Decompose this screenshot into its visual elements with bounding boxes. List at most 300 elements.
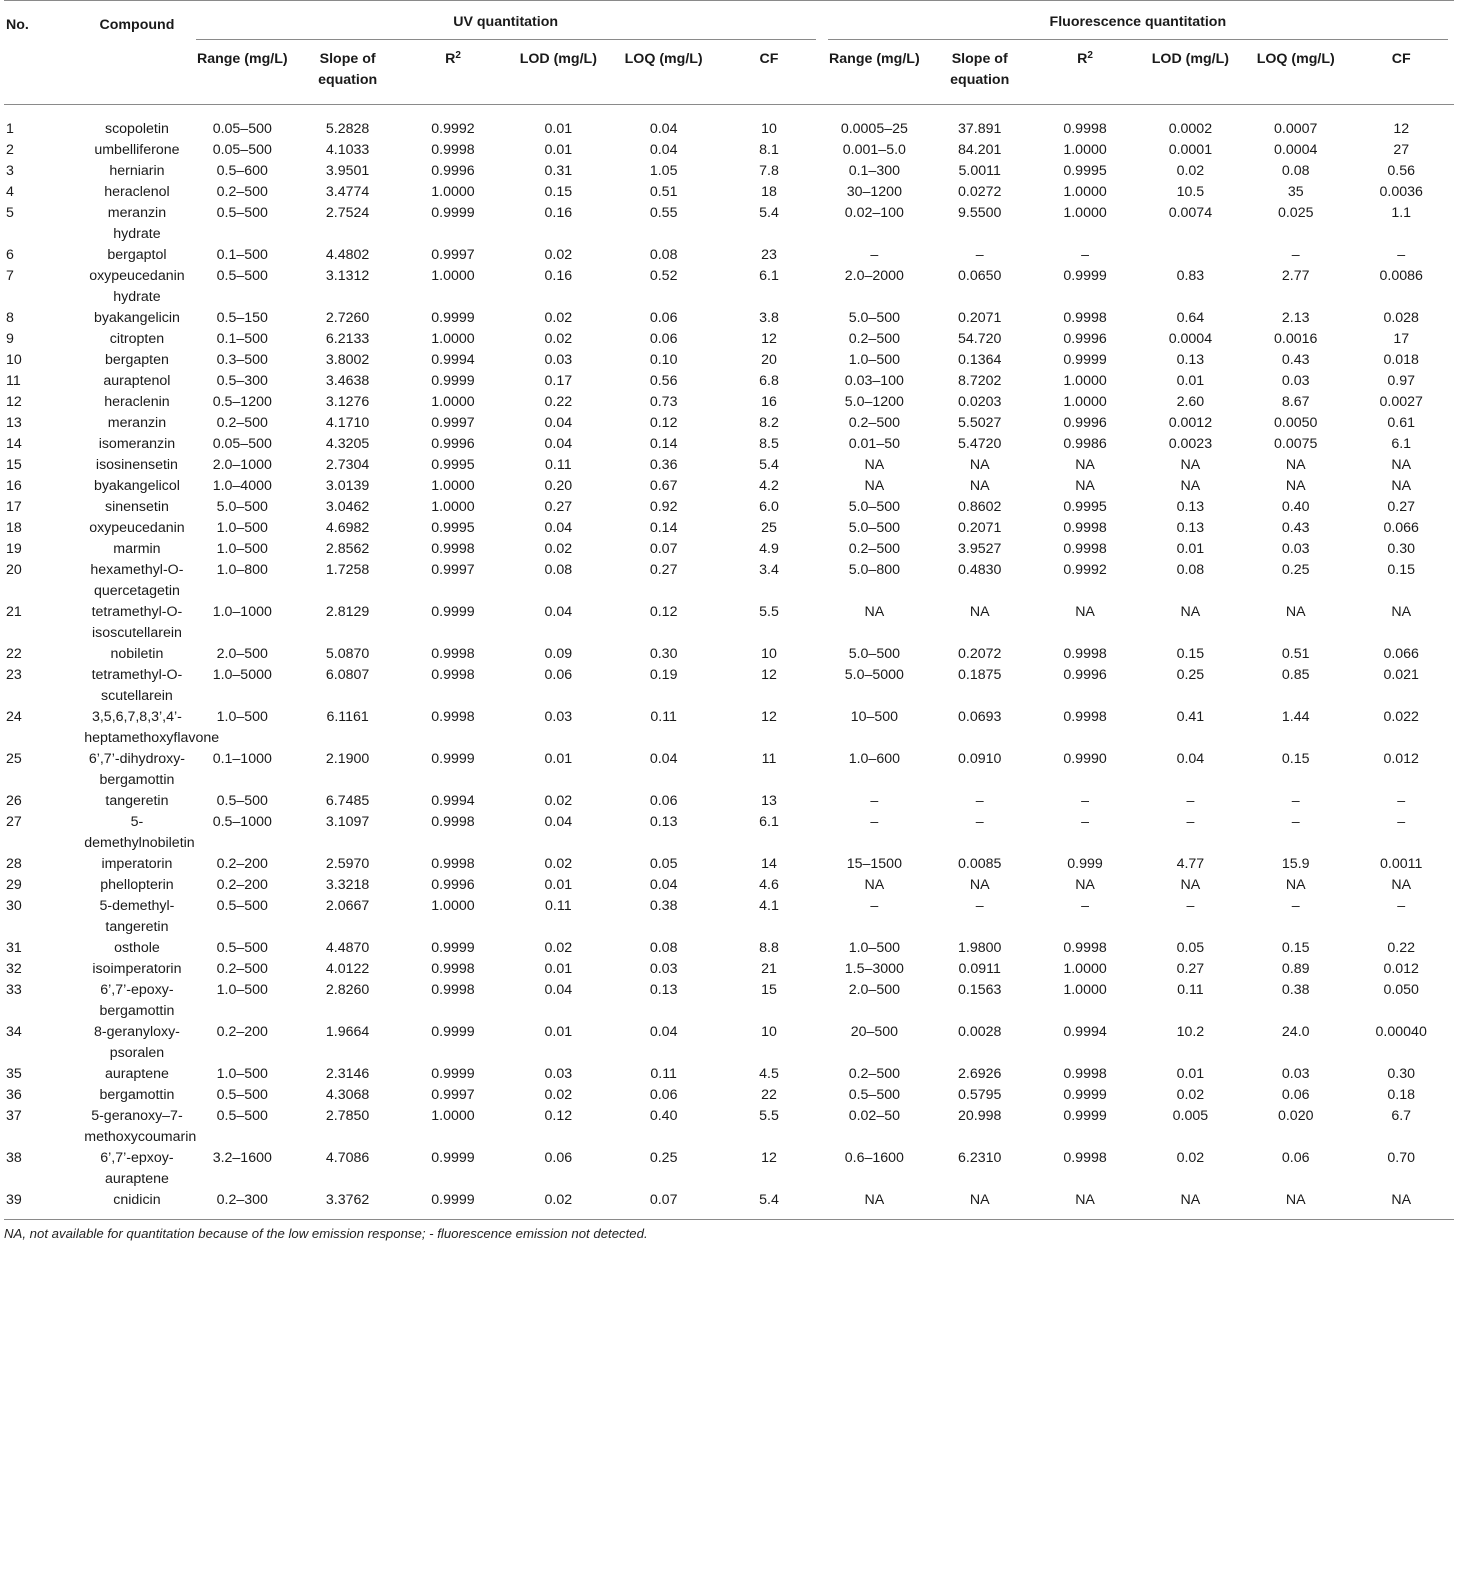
cell-uv-cf: 4.1 <box>759 898 779 914</box>
table-row <box>4 707 1454 749</box>
cell-fl-loq: NA <box>1285 604 1306 620</box>
cell-uv-lod: 0.02 <box>544 1087 573 1103</box>
cell-uv-slope: 4.3205 <box>325 436 370 452</box>
cell-uv-slope: 5.0870 <box>325 646 370 662</box>
cell-fl-slope: NA <box>969 457 990 473</box>
cell-fl-loq: NA <box>1285 1192 1306 1208</box>
cell-fl-cf: 0.028 <box>1383 310 1419 326</box>
header-compound: Compound <box>99 17 175 33</box>
cell-no: 9 <box>6 331 14 347</box>
cell-fl-lod: 0.01 <box>1176 373 1205 389</box>
cell-fl-slope: 0.2071 <box>958 520 1002 536</box>
cell-uv-range: 0.1–500 <box>216 331 268 347</box>
cell-uv-slope: 2.8260 <box>325 982 370 998</box>
cell-fl-r2: 0.999 <box>1067 856 1103 872</box>
table-row <box>4 371 1454 392</box>
cell-uv-cf: 5.4 <box>759 1192 779 1208</box>
cell-fl-loq: 0.0016 <box>1274 331 1318 347</box>
cell-uv-loq: 0.10 <box>649 352 678 368</box>
cell-uv-range: 3.2–1600 <box>212 1150 272 1166</box>
cell-fl-slope: 8.7202 <box>958 373 1002 389</box>
cell-uv-slope: 3.1312 <box>325 268 370 284</box>
cell-fl-range: 0.2–500 <box>848 541 900 557</box>
table-row <box>4 182 1454 203</box>
cell-uv-slope: 5.2828 <box>325 121 370 137</box>
cell-uv-loq: 0.19 <box>649 667 678 683</box>
cell-uv-slope: 4.3068 <box>325 1087 370 1103</box>
cell-no: 19 <box>6 541 22 557</box>
table-body <box>4 105 1454 1220</box>
cell-fl-r2: NA <box>1075 457 1095 473</box>
cell-uv-loq: 0.04 <box>649 121 678 137</box>
cell-fl-range: 1.0–500 <box>848 940 900 956</box>
cell-fl-lod: 0.13 <box>1176 352 1205 368</box>
cell-fl-slope: 2.6926 <box>958 1066 1002 1082</box>
cell-uv-loq: 0.12 <box>649 604 678 620</box>
cell-uv-cf: 25 <box>761 520 777 536</box>
cell-fl-r2: – <box>1081 898 1089 914</box>
cell-fl-range: NA <box>864 877 885 893</box>
cell-uv-range: 0.5–500 <box>216 898 268 914</box>
header-uv-lod: LOD (mg/L) <box>519 51 597 67</box>
table-row <box>4 434 1454 455</box>
cell-fl-slope: 0.8602 <box>958 499 1002 515</box>
cell-fl-r2: 1.0000 <box>1063 373 1107 389</box>
cell-uv-lod: 0.04 <box>544 436 573 452</box>
table-row <box>4 203 1454 245</box>
cell-fl-range: 30–1200 <box>846 184 902 200</box>
cell-uv-lod: 0.02 <box>544 940 573 956</box>
cell-fl-cf: 0.22 <box>1387 940 1416 956</box>
cell-fl-cf: NA <box>1391 604 1412 620</box>
cell-uv-loq: 0.06 <box>649 793 678 809</box>
cell-fl-loq: 0.89 <box>1281 961 1310 977</box>
cell-no: 35 <box>6 1066 22 1082</box>
cell-fl-loq: 0.06 <box>1281 1087 1310 1103</box>
cell-uv-loq: 0.04 <box>649 142 678 158</box>
cell-uv-lod: 0.12 <box>544 1108 573 1124</box>
cell-uv-range: 0.5–500 <box>216 1087 268 1103</box>
cell-uv-slope: 4.7086 <box>325 1150 370 1166</box>
cell-uv-loq: 0.12 <box>649 415 678 431</box>
cell-uv-slope: 3.1097 <box>325 814 370 830</box>
cell-no: 39 <box>6 1192 22 1208</box>
cell-fl-loq: 0.15 <box>1281 751 1310 767</box>
cell-fl-range: 0.0005–25 <box>840 121 908 137</box>
cell-uv-slope: 3.0139 <box>325 478 370 494</box>
cell-compound: meranzin hydrate <box>107 205 167 242</box>
cell-fl-r2: 0.9998 <box>1063 310 1107 326</box>
cell-uv-slope: 2.7524 <box>325 205 370 221</box>
cell-fl-r2: 0.9990 <box>1063 751 1107 767</box>
cell-uv-lod: 0.06 <box>544 667 573 683</box>
cell-uv-cf: 15 <box>761 982 777 998</box>
cell-fl-r2: 0.9998 <box>1063 541 1107 557</box>
cell-no: 7 <box>6 268 14 284</box>
cell-fl-loq: 0.06 <box>1281 1150 1310 1166</box>
cell-fl-cf: 0.050 <box>1383 982 1419 998</box>
cell-uv-range: 0.05–500 <box>212 142 272 158</box>
cell-uv-r2: 0.9999 <box>431 1066 475 1082</box>
cell-no: 18 <box>6 520 22 536</box>
cell-uv-lod: 0.16 <box>544 268 573 284</box>
cell-uv-cf: 18 <box>761 184 777 200</box>
cell-fl-cf: 0.97 <box>1387 373 1416 389</box>
cell-fl-lod: 0.005 <box>1172 1108 1209 1124</box>
cell-compound: marmin <box>113 541 161 557</box>
cell-compound: heraclenol <box>104 184 170 200</box>
table-row <box>4 1085 1454 1106</box>
table-row <box>4 518 1454 539</box>
cell-uv-range: 0.05–500 <box>212 121 272 137</box>
cell-fl-slope: 0.0910 <box>958 751 1002 767</box>
cell-compound: byakangelicol <box>93 478 180 494</box>
cell-uv-range: 0.5–500 <box>216 793 268 809</box>
cell-no: 3 <box>6 163 14 179</box>
cell-uv-range: 0.2–200 <box>216 877 268 893</box>
cell-uv-lod: 0.01 <box>544 961 573 977</box>
cell-uv-cf: 22 <box>761 1087 777 1103</box>
cell-uv-cf: 13 <box>761 793 777 809</box>
cell-fl-range: NA <box>864 1192 885 1208</box>
cell-fl-slope: 0.0650 <box>958 268 1002 284</box>
cell-fl-slope: 0.5795 <box>958 1087 1002 1103</box>
cell-fl-range: 0.03–100 <box>844 373 904 389</box>
cell-fl-slope: 0.0911 <box>958 961 1001 977</box>
cell-compound: 5-demethylnobiletin <box>84 814 195 851</box>
cell-compound: umbelliferone <box>94 142 180 158</box>
cell-fl-slope: 37.891 <box>958 121 1002 137</box>
cell-compound: 8-geranyloxy-psoralen <box>93 1024 180 1061</box>
cell-fl-cf: – <box>1397 898 1406 914</box>
cell-fl-loq: NA <box>1285 457 1306 473</box>
cell-fl-r2: – <box>1081 793 1089 809</box>
table-row <box>4 980 1454 1022</box>
cell-fl-range: 5.0–500 <box>848 646 900 662</box>
cell-fl-loq: 35 <box>1287 184 1304 200</box>
cell-fl-r2: 1.0000 <box>1063 961 1107 977</box>
cell-uv-range: 0.5–500 <box>216 205 268 221</box>
cell-fl-range: 2.0–2000 <box>844 268 904 284</box>
table-row <box>4 896 1454 938</box>
cell-uv-lod: 0.02 <box>544 247 573 263</box>
cell-uv-r2: 0.9999 <box>431 1150 475 1166</box>
cell-fl-cf: 0.56 <box>1387 163 1416 179</box>
cell-fl-slope: 0.0085 <box>958 856 1002 872</box>
cell-fl-range: 0.2–500 <box>848 1066 900 1082</box>
cell-uv-slope: 3.1276 <box>325 394 370 410</box>
cell-uv-cf: 12 <box>761 1150 777 1166</box>
cell-uv-loq: 0.08 <box>649 247 678 263</box>
cell-fl-cf: 0.0011 <box>1380 856 1423 872</box>
cell-no: 28 <box>6 856 22 872</box>
cell-fl-range: 1.5–3000 <box>844 961 904 977</box>
cell-compound: tangeretin <box>105 793 169 809</box>
cell-fl-r2: 1.0000 <box>1063 982 1107 998</box>
cell-fl-loq: 0.43 <box>1281 520 1310 536</box>
cell-uv-loq: 0.14 <box>649 520 678 536</box>
cell-fl-cf: 0.18 <box>1387 1087 1416 1103</box>
cell-fl-lod: 0.41 <box>1176 709 1205 725</box>
cell-fl-r2: 1.0000 <box>1063 142 1107 158</box>
cell-fl-lod: 0.0023 <box>1168 436 1213 452</box>
cell-uv-cf: 10 <box>761 1024 777 1040</box>
cell-compound: tetramethyl-O-scutellarein <box>91 667 183 704</box>
cell-uv-lod: 0.22 <box>544 394 573 410</box>
cell-uv-loq: 0.13 <box>649 982 678 998</box>
cell-uv-cf: 20 <box>761 352 777 368</box>
cell-compound: herniarin <box>109 163 165 179</box>
cell-uv-lod: 0.02 <box>544 1192 573 1208</box>
cell-compound: auraptene <box>104 1066 169 1082</box>
header-uv-loq: LOQ (mg/L) <box>624 51 703 67</box>
cell-fl-cf: 0.066 <box>1383 646 1419 662</box>
cell-fl-slope: 0.2071 <box>958 310 1002 326</box>
cell-fl-loq: – <box>1291 247 1300 263</box>
table-row <box>4 812 1454 854</box>
cell-fl-lod: 0.0002 <box>1168 121 1213 137</box>
header-fl-cf: CF <box>1391 51 1411 67</box>
cell-fl-lod: NA <box>1180 877 1201 893</box>
cell-uv-loq: 0.25 <box>649 1150 678 1166</box>
cell-uv-lod: 0.15 <box>544 184 573 200</box>
cell-fl-cf: 0.022 <box>1383 709 1419 725</box>
cell-uv-range: 1.0–800 <box>216 562 268 578</box>
cell-uv-range: 0.2–200 <box>216 856 268 872</box>
header-fl-loq: LOQ (mg/L) <box>1256 51 1335 67</box>
cell-uv-range: 1.0–500 <box>216 982 268 998</box>
cell-fl-r2: NA <box>1075 478 1095 494</box>
cell-uv-lod: 0.03 <box>544 352 573 368</box>
cell-fl-loq: – <box>1291 814 1300 830</box>
cell-uv-lod: 0.04 <box>544 982 573 998</box>
cell-fl-r2: 0.9996 <box>1063 415 1107 431</box>
cell-uv-slope: 2.0667 <box>325 898 370 914</box>
cell-fl-range: 5.0–500 <box>848 499 900 515</box>
cell-uv-lod: 0.02 <box>544 541 573 557</box>
cell-compound: auraptenol <box>103 373 171 389</box>
cell-uv-slope: 2.5970 <box>325 856 370 872</box>
cell-uv-slope: 1.7258 <box>325 562 370 578</box>
table-row <box>4 413 1454 434</box>
cell-no: 17 <box>6 499 22 515</box>
cell-compound: bergamottin <box>99 1087 175 1103</box>
cell-fl-lod: 0.02 <box>1176 1150 1205 1166</box>
cell-fl-slope: 20.998 <box>958 1108 1002 1124</box>
cell-uv-range: 1.0–500 <box>216 541 268 557</box>
cell-uv-lod: 0.03 <box>544 1066 573 1082</box>
header-uv-quantitation: UV quantitation <box>190 1 822 41</box>
cell-uv-loq: 1.05 <box>649 163 678 179</box>
cell-fl-cf: – <box>1397 793 1406 809</box>
cell-fl-cf: NA <box>1391 877 1412 893</box>
cell-uv-slope: 3.4638 <box>325 373 370 389</box>
cell-uv-cf: 8.5 <box>759 436 779 452</box>
quantitation-table <box>4 0 1454 1220</box>
cell-uv-slope: 2.7304 <box>325 457 370 473</box>
cell-no: 29 <box>6 877 22 893</box>
cell-uv-r2: 0.9999 <box>431 373 475 389</box>
cell-fl-lod: 0.05 <box>1176 940 1205 956</box>
cell-fl-range: 0.1–300 <box>848 163 900 179</box>
cell-fl-lod: – <box>1186 814 1195 830</box>
cell-uv-cf: 11 <box>761 751 777 767</box>
cell-no: 12 <box>6 394 22 410</box>
cell-fl-lod: 0.0004 <box>1168 331 1213 347</box>
cell-no: 15 <box>6 457 22 473</box>
cell-uv-r2: 0.9997 <box>431 415 475 431</box>
cell-fl-lod: NA <box>1180 1192 1201 1208</box>
cell-uv-lod: 0.08 <box>544 562 573 578</box>
cell-uv-loq: 0.04 <box>649 877 678 893</box>
cell-uv-range: 2.0–500 <box>216 646 268 662</box>
cell-fl-r2: NA <box>1075 877 1095 893</box>
cell-fl-lod: 0.01 <box>1176 541 1205 557</box>
cell-uv-cf: 8.1 <box>759 142 779 158</box>
cell-uv-loq: 0.92 <box>649 499 678 515</box>
cell-uv-range: 0.3–500 <box>216 352 268 368</box>
cell-compound: oxypeucedanin hydrate <box>89 268 185 305</box>
cell-uv-slope: 4.6982 <box>325 520 370 536</box>
cell-fl-loq: 0.85 <box>1281 667 1310 683</box>
cell-uv-loq: 0.67 <box>649 478 678 494</box>
cell-fl-lod: 4.77 <box>1176 856 1205 872</box>
cell-uv-cf: 10 <box>761 646 777 662</box>
cell-fl-loq: 0.08 <box>1281 163 1310 179</box>
cell-no: 25 <box>6 751 22 767</box>
cell-fl-lod: NA <box>1180 478 1201 494</box>
cell-fl-r2: 0.9998 <box>1063 121 1107 137</box>
cell-uv-r2: 1.0000 <box>431 1108 475 1124</box>
cell-fl-loq: 2.77 <box>1281 268 1310 284</box>
cell-uv-slope: 2.3146 <box>325 1066 370 1082</box>
cell-fl-slope: – <box>975 247 984 263</box>
cell-fl-range: 5.0–5000 <box>844 667 904 683</box>
cell-uv-range: 0.5–500 <box>216 940 268 956</box>
cell-fl-r2: NA <box>1075 604 1095 620</box>
table-row <box>4 959 1454 980</box>
cell-no: 5 <box>6 205 14 221</box>
cell-compound: oxypeucedanin <box>89 520 185 536</box>
cell-uv-r2: 0.9999 <box>431 205 475 221</box>
cell-uv-r2: 1.0000 <box>431 499 475 515</box>
cell-fl-r2: 0.9998 <box>1063 709 1107 725</box>
cell-fl-range: 0.01–50 <box>848 436 900 452</box>
header-uv-slope: Slope of equation <box>318 51 378 88</box>
cell-uv-slope: 4.1033 <box>325 142 370 158</box>
cell-uv-range: 0.2–200 <box>216 1024 268 1040</box>
cell-fl-lod: NA <box>1180 457 1201 473</box>
cell-no: 2 <box>6 142 14 158</box>
cell-fl-range: 1.0–600 <box>848 751 900 767</box>
cell-uv-r2: 0.9996 <box>431 436 475 452</box>
cell-uv-lod: 0.02 <box>544 331 573 347</box>
table-footnote: NA, not available for quantitation because of the low emission response; - fluorescence emission not detected. <box>4 1226 648 1241</box>
cell-uv-loq: 0.56 <box>649 373 678 389</box>
cell-fl-loq: 0.0075 <box>1274 436 1318 452</box>
cell-fl-lod: 0.11 <box>1177 982 1204 998</box>
cell-uv-range: 5.0–500 <box>216 499 268 515</box>
table-row <box>4 1106 1454 1148</box>
cell-fl-loq: 0.03 <box>1281 1066 1310 1082</box>
cell-uv-lod: 0.20 <box>544 478 573 494</box>
cell-compound: cnidicin <box>113 1192 161 1208</box>
cell-fl-slope: 1.9800 <box>958 940 1002 956</box>
cell-fl-slope: NA <box>969 877 990 893</box>
cell-uv-cf: 4.9 <box>759 541 779 557</box>
cell-uv-r2: 0.9995 <box>431 520 475 536</box>
cell-uv-lod: 0.04 <box>544 604 573 620</box>
cell-uv-r2: 0.9998 <box>431 541 475 557</box>
cell-fl-r2: – <box>1081 247 1089 263</box>
cell-fl-lod: 0.02 <box>1176 1087 1205 1103</box>
cell-uv-r2: 0.9998 <box>431 961 475 977</box>
cell-uv-lod: 0.04 <box>544 520 573 536</box>
cell-fl-loq: 0.38 <box>1281 982 1310 998</box>
cell-uv-r2: 0.9994 <box>431 793 475 809</box>
header-uv-r2: $R^2$ <box>445 50 461 67</box>
cell-uv-range: 2.0–1000 <box>212 457 272 473</box>
cell-uv-slope: 2.8129 <box>325 604 370 620</box>
cell-fl-slope: – <box>975 898 984 914</box>
cell-fl-loq: NA <box>1285 478 1306 494</box>
cell-uv-cf: 5.5 <box>759 1108 779 1124</box>
cell-compound: hexamethyl-O-quercetagetin <box>90 562 184 599</box>
cell-fl-r2: 0.9998 <box>1063 1066 1107 1082</box>
cell-fl-lod: 0.83 <box>1176 268 1205 284</box>
table-row <box>4 644 1454 665</box>
cell-compound: scopoletin <box>104 121 169 137</box>
cell-uv-r2: 1.0000 <box>431 898 475 914</box>
cell-fl-slope: 54.720 <box>958 331 1002 347</box>
cell-uv-cf: 12 <box>761 709 777 725</box>
cell-fl-r2: 0.9995 <box>1063 163 1107 179</box>
cell-uv-cf: 5.5 <box>759 604 779 620</box>
cell-fl-cf: 0.066 <box>1383 520 1419 536</box>
cell-uv-loq: 0.30 <box>649 646 678 662</box>
header-fl-r2: $R^2$ <box>1077 50 1093 67</box>
cell-fl-cf: 0.15 <box>1387 562 1416 578</box>
cell-uv-r2: 0.9999 <box>431 940 475 956</box>
cell-uv-range: 0.5–1000 <box>212 814 272 830</box>
cell-uv-lod: 0.16 <box>544 205 573 221</box>
cell-no: 1 <box>6 121 14 137</box>
cell-uv-loq: 0.52 <box>649 268 678 284</box>
cell-compound: nobiletin <box>110 646 164 662</box>
cell-uv-loq: 0.38 <box>649 898 678 914</box>
cell-fl-slope: 0.1875 <box>958 667 1002 683</box>
cell-fl-cf: 0.012 <box>1383 961 1419 977</box>
header-group-row <box>4 1 1454 41</box>
header-fl-slope: Slope of equation <box>950 51 1010 88</box>
cell-fl-slope: 9.5500 <box>958 205 1002 221</box>
table-row <box>4 497 1454 518</box>
cell-uv-loq: 0.14 <box>649 436 678 452</box>
cell-uv-slope: 2.7260 <box>325 310 370 326</box>
table-row <box>4 350 1454 371</box>
cell-compound: 6’,7’-dihydroxy-bergamottin <box>88 751 186 788</box>
cell-fl-r2: – <box>1081 814 1089 830</box>
cell-compound: 5-geranoxy–7-methoxycoumarin <box>84 1108 197 1145</box>
cell-uv-lod: 0.09 <box>544 646 573 662</box>
cell-uv-slope: 6.2133 <box>325 331 370 347</box>
table-row <box>4 161 1454 182</box>
cell-fl-cf: – <box>1397 247 1406 263</box>
cell-uv-r2: 0.9998 <box>431 982 475 998</box>
cell-uv-loq: 0.06 <box>649 310 678 326</box>
cell-fl-r2: 0.9992 <box>1063 562 1107 578</box>
cell-fl-range: 20–500 <box>850 1024 899 1040</box>
